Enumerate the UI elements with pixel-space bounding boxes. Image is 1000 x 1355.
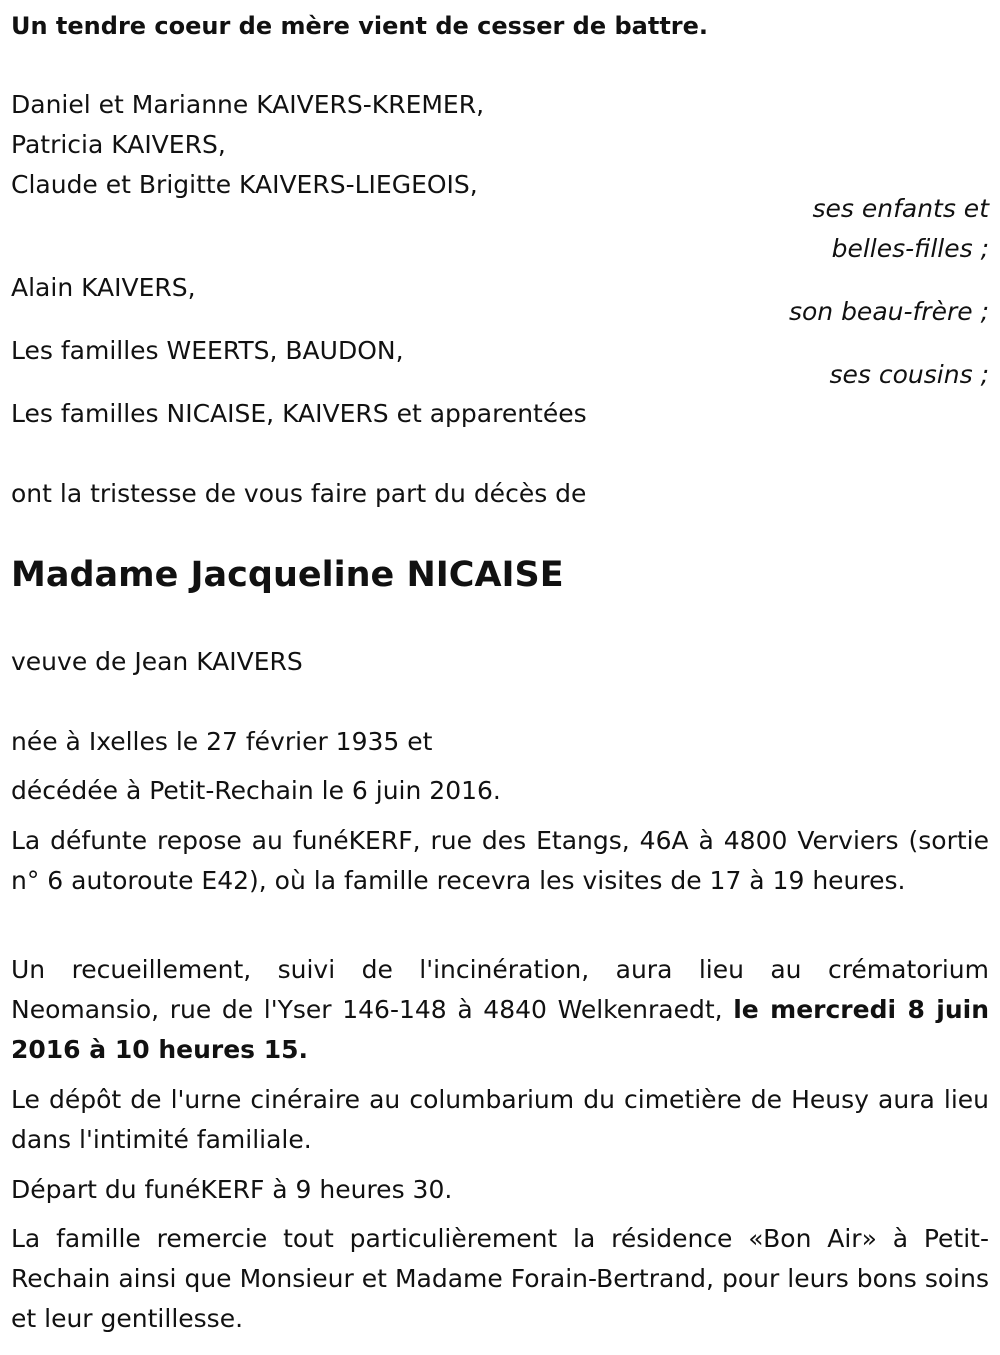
cousins-name: Les familles WEERTS, BAUDON, [11,336,404,365]
brother-in-law-name: Alain KAIVERS, [11,273,196,302]
families-line: Les familles NICAISE, KAIVERS et apparentées [11,399,587,428]
deceased-name: Madame Jacqueline NICAISE [11,555,564,595]
brother-in-law-role: son beau-frère ; [788,297,989,326]
widow-of-line: veuve de Jean KAIVERS [11,647,303,676]
notice-heading: Un tendre coeur de mère vient de cesser de battre. [11,12,709,40]
ceremony-date: le mercredi 8 juin 2016 à 10 heures 15. [11,995,989,1064]
ceremony-paragraph [11,950,989,1070]
thanks-paragraph: La famille remercie tout particulièrement la résidence «Bon Air» à Petit-Rechain ainsi que Monsieur et Madame Forain-Bertrand, pour leurs bons soins et leur gentillesse. [11,1224,989,1333]
children-role-line-1: ses enfants et [812,194,989,223]
child-line-2: Patricia KAIVERS, [11,130,226,159]
announcement-line: ont la tristesse de vous faire part du décès de [11,479,587,508]
cousins-role: ses cousins ; [829,360,989,389]
children-role-line-2: belles-filles ; [831,234,989,263]
repose-paragraph: La défunte repose au funéKERF, rue des Etangs, 46A à 4800 Verviers (sortie n° 6 autoroute E42), où la famille recevra les visites de 17 à 19 heures. [11,826,989,895]
child-line-3: Claude et Brigitte KAIVERS-LIEGEOIS, [11,170,478,199]
birth-line: née à Ixelles le 27 février 1935 et [11,727,433,756]
death-line: décédée à Petit-Rechain le 6 juin 2016. [11,776,501,805]
ceremony-text: Un recueillement, suivi de l'incinération, aura lieu au crématorium Neomansio, rue de l'Yser 146-148 à 4840 Welkenraedt, [11,955,989,1024]
child-line-1: Daniel et Marianne KAIVERS-KREMER, [11,90,485,119]
urn-paragraph: Le dépôt de l'urne cinéraire au columbarium du cimetière de Heusy aura lieu dans l'intimité familiale. [11,1085,989,1154]
departure-line: Départ du funéKERF à 9 heures 30. [11,1175,453,1204]
